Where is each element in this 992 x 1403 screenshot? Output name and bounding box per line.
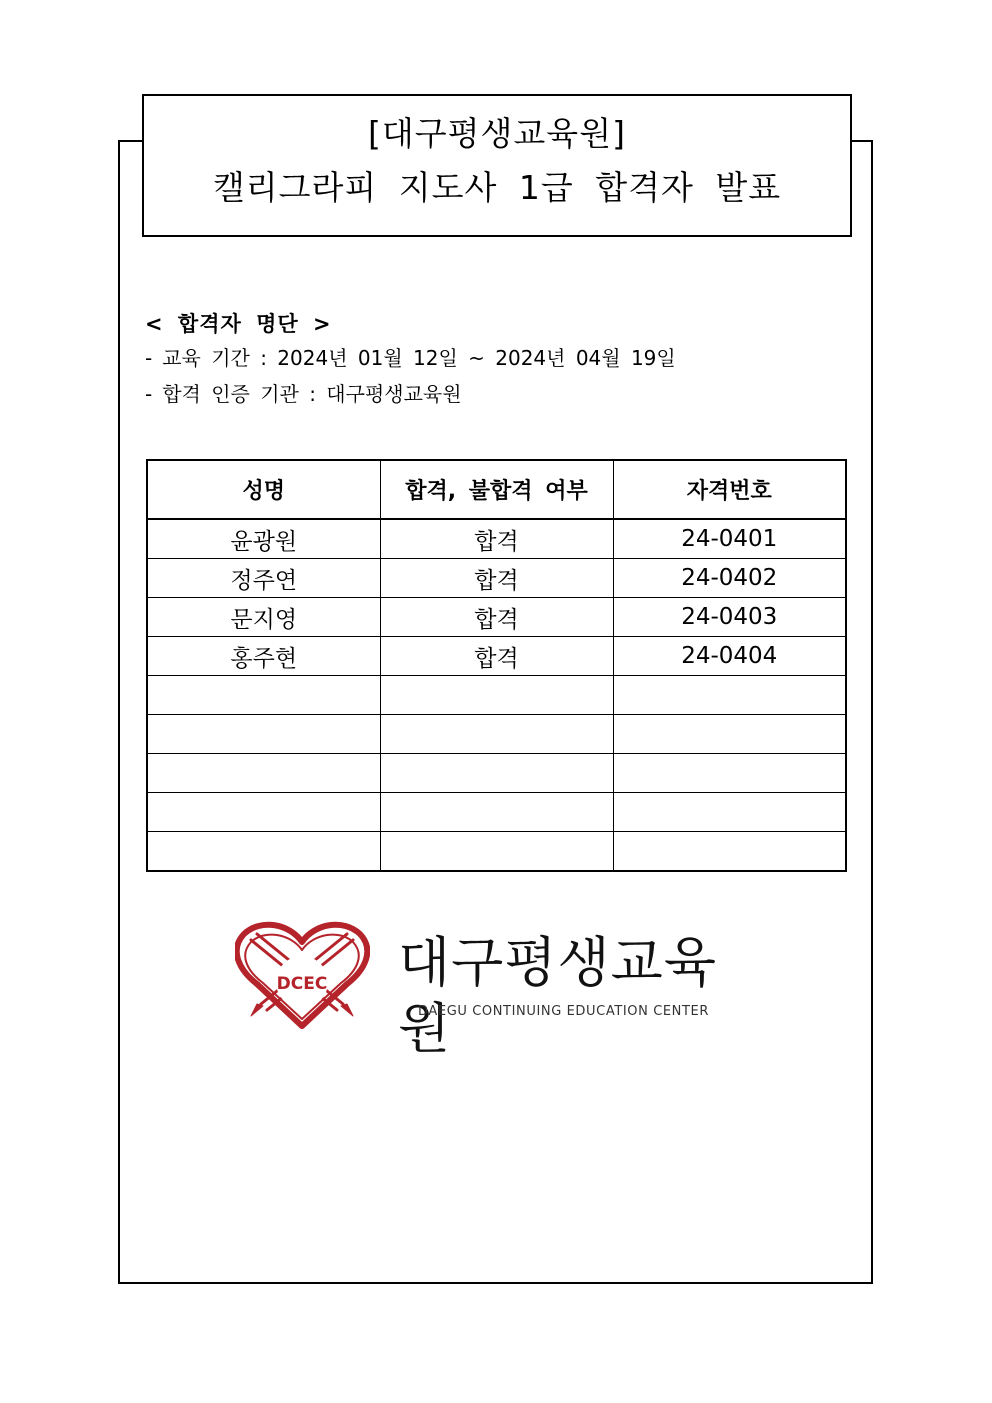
- cell-name: [147, 754, 380, 793]
- cell-status: 합격: [380, 519, 613, 559]
- certification-institution-text: 합격 인증 기관 : 대구평생교육원: [162, 382, 462, 406]
- page-title: 캘리그라피 지도사 1급 합격자 발표: [212, 168, 782, 207]
- cell-cert-number: [613, 676, 846, 715]
- education-period: [145, 340, 845, 376]
- table-row: [147, 637, 846, 676]
- cell-cert-number: [613, 832, 846, 872]
- table-row: [147, 715, 846, 754]
- cell-cert-number: 24-0404: [613, 637, 846, 676]
- list-heading: < 합격자 명단 >: [145, 312, 332, 336]
- org-title: [대구평생교육원]: [368, 114, 626, 153]
- cell-name: [147, 793, 380, 832]
- cell-cert-number: 24-0402: [613, 559, 846, 598]
- table-row: [147, 519, 846, 559]
- organization-logo: [235, 920, 755, 1060]
- cell-status: 합격: [380, 559, 613, 598]
- cell-cert-number: [613, 754, 846, 793]
- logo-mark-text: DCEC: [276, 974, 328, 994]
- table-header-row: [147, 460, 846, 519]
- table-row: [147, 676, 846, 715]
- results-table: [146, 459, 847, 872]
- cell-status: [380, 793, 613, 832]
- info-section: [145, 308, 845, 412]
- certification-institution: [145, 376, 845, 412]
- cell-status: 합격: [380, 637, 613, 676]
- bullet-dash: -: [145, 382, 153, 406]
- table-row: [147, 793, 846, 832]
- bullet-dash: -: [145, 346, 153, 370]
- header-pass-status: 합격, 불합격 여부: [380, 460, 613, 519]
- cell-status: 합격: [380, 598, 613, 637]
- cell-name: 문지영: [147, 598, 380, 637]
- cell-status: [380, 676, 613, 715]
- header-name: 성명: [147, 460, 380, 519]
- table-row: [147, 832, 846, 872]
- cell-status: [380, 754, 613, 793]
- cell-name: [147, 715, 380, 754]
- logo-name: 대구평생교육원: [398, 931, 717, 1060]
- cell-status: [380, 832, 613, 872]
- cell-cert-number: 24-0401: [613, 519, 846, 559]
- table-row: [147, 559, 846, 598]
- cell-cert-number: [613, 715, 846, 754]
- cell-name: [147, 832, 380, 872]
- table-row: [147, 598, 846, 637]
- heart-logo-icon: [235, 920, 370, 1030]
- title-box: [142, 94, 852, 237]
- cell-name: [147, 676, 380, 715]
- cell-name: 윤광원: [147, 519, 380, 559]
- cell-status: [380, 715, 613, 754]
- cell-name: 홍주현: [147, 637, 380, 676]
- cell-cert-number: 24-0403: [613, 598, 846, 637]
- cell-cert-number: [613, 793, 846, 832]
- logo-subtitle: DAEGU CONTINUING EDUCATION CENTER: [418, 1004, 709, 1019]
- header-cert-number: 자격번호: [613, 460, 846, 519]
- education-period-text: 교육 기간 : 2024년 01월 12일 ~ 2024년 04월 19일: [162, 346, 676, 370]
- cell-name: 정주연: [147, 559, 380, 598]
- table-row: [147, 754, 846, 793]
